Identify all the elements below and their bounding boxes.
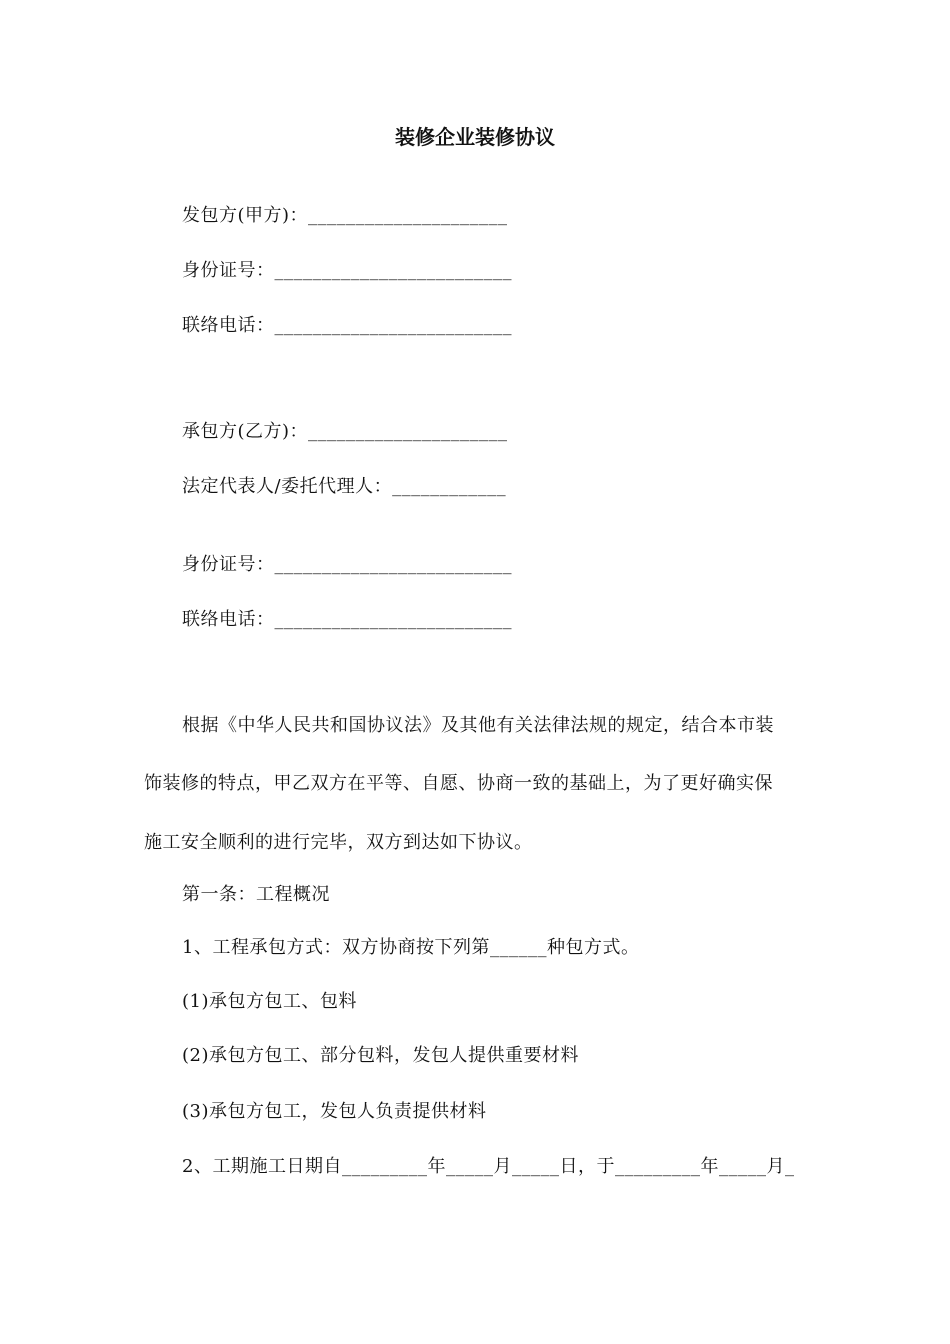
document-title: 装修企业装修协议 [395,125,555,149]
party-b-name-line: 承包方(乙方)：_____________________ [182,421,508,442]
party-b-rep-line: 法定代表人/委托代理人：____________ [182,476,507,497]
preamble-line: 根据《中华人民共和国协议法》及其他有关法律法规的规定，结合本市装 [182,715,774,736]
option-item: (1)承包方包工、包料 [182,991,357,1012]
party-b-phone-line: 联络电话：_________________________ [182,609,512,630]
party-a-id-line: 身份证号：_________________________ [182,260,512,281]
party-a-name-line: 发包方(甲方)：_____________________ [182,205,508,226]
article-item: 2、工期施工日期自_________年_____月_____日，于_________年_____月_ [182,1156,795,1177]
party-a-phone-line: 联络电话：_________________________ [182,315,512,336]
article-item: 1、工程承包方式：双方协商按下列第______种包方式。 [182,937,640,958]
preamble-line: 施工安全顺利的进行完毕，双方到达如下协议。 [144,832,533,853]
option-item: (3)承包方包工，发包人负责提供材料 [182,1101,487,1122]
preamble-line: 饰装修的特点，甲乙双方在平等、自愿、协商一致的基础上，为了更好确实保 [144,773,773,794]
article-heading: 第一条：工程概况 [182,884,330,905]
option-item: (2)承包方包工、部分包料，发包人提供重要材料 [182,1045,579,1066]
party-b-id-line: 身份证号：_________________________ [182,554,512,575]
